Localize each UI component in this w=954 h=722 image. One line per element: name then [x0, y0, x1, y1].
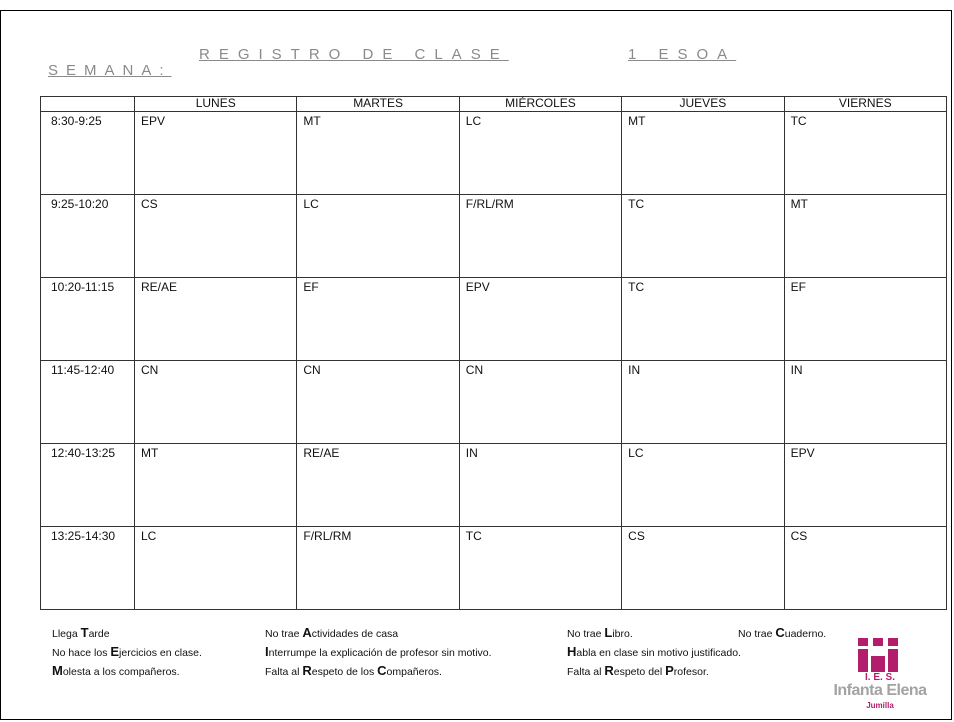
- subject-label: F/RL/RM: [303, 529, 352, 543]
- subject-label: MT: [790, 197, 808, 211]
- subject-label: TC: [628, 280, 645, 294]
- subject-cell[interactable]: [297, 361, 459, 444]
- legend-column-2: [265, 624, 492, 681]
- logo-line-2: Infanta Elena: [833, 682, 927, 699]
- subject-label: RE/AE: [303, 446, 340, 460]
- subject-label: LC: [303, 197, 319, 211]
- subject-cell[interactable]: [622, 112, 784, 195]
- subject-label: IN: [790, 363, 803, 377]
- subject-cell[interactable]: [459, 444, 621, 527]
- subject-label: EPV: [790, 446, 815, 460]
- subject-label: TC: [790, 114, 807, 128]
- time-slot-label: 13:25-14:30: [51, 529, 116, 543]
- legend-item: Interrumpe la explicación de profesor sin motivo.: [265, 644, 492, 659]
- document-title: REGISTRO DE CLASE: [199, 46, 509, 63]
- subject-cell[interactable]: [135, 195, 297, 278]
- legend-item: Falta al Respeto del Profesor.: [567, 663, 709, 678]
- legend-column-4: [738, 624, 826, 643]
- subject-cell[interactable]: [135, 112, 297, 195]
- school-logo: [826, 638, 934, 710]
- subject-label: EPV: [141, 114, 166, 128]
- subject-label: MT: [303, 114, 321, 128]
- time-slot-label: 8:30-9:25: [51, 114, 102, 128]
- schedule-row: [41, 527, 947, 610]
- subject-cell[interactable]: [459, 527, 621, 610]
- subject-label: CS: [790, 529, 808, 543]
- subject-cell[interactable]: [622, 195, 784, 278]
- subject-label: CN: [465, 363, 484, 377]
- subject-label: CN: [141, 363, 159, 377]
- subject-cell[interactable]: [622, 527, 784, 610]
- subject-label: EF: [303, 280, 319, 294]
- legend-item: Falta al Respeto de los Compañeros.: [265, 663, 442, 678]
- time-slot-cell: [41, 195, 135, 278]
- subject-cell[interactable]: [135, 278, 297, 361]
- legend-column-1: [52, 624, 202, 681]
- subject-label: RE/AE: [141, 280, 178, 294]
- subject-cell[interactable]: [135, 444, 297, 527]
- subject-cell[interactable]: [297, 444, 459, 527]
- subject-cell[interactable]: [297, 112, 459, 195]
- subject-cell[interactable]: [459, 195, 621, 278]
- subject-label: EPV: [465, 280, 490, 294]
- subject-cell[interactable]: [459, 112, 621, 195]
- time-slot-label: 10:20-11:15: [51, 280, 115, 294]
- subject-label: LC: [628, 446, 644, 460]
- subject-label: LC: [465, 114, 482, 128]
- day-header: MARTES: [297, 97, 459, 112]
- subject-label: MT: [628, 114, 646, 128]
- time-slot-cell: [41, 361, 135, 444]
- subject-label: EF: [790, 280, 806, 294]
- subject-cell[interactable]: [459, 278, 621, 361]
- subject-label: MT: [141, 446, 159, 460]
- legend-item: No trae Actividades de casa: [265, 625, 399, 640]
- subject-cell[interactable]: [297, 195, 459, 278]
- subject-cell[interactable]: [784, 278, 946, 361]
- subject-label: IN: [628, 363, 641, 377]
- time-slot-label: 12:40-13:25: [51, 446, 116, 460]
- subject-label: LC: [141, 529, 157, 543]
- class-group: 1 ESOA: [628, 46, 737, 63]
- legend-column-3: [567, 624, 741, 681]
- subject-cell[interactable]: [622, 361, 784, 444]
- legend-item: Habla en clase sin motivo justificado.: [567, 644, 741, 659]
- time-slot-label: 9:25-10:20: [51, 197, 109, 211]
- subject-cell[interactable]: [784, 112, 946, 195]
- header-row: [41, 97, 947, 112]
- day-header: JUEVES: [622, 97, 784, 112]
- subject-cell[interactable]: [784, 444, 946, 527]
- subject-cell[interactable]: [459, 361, 621, 444]
- subject-cell[interactable]: [135, 527, 297, 610]
- subject-label: F/RL/RM: [465, 197, 514, 211]
- subject-label: CS: [628, 529, 645, 543]
- castle-icon: [858, 638, 898, 674]
- legend-item: Molesta a los compañeros.: [52, 663, 180, 678]
- legend-item: No trae Libro.: [567, 625, 633, 640]
- corner-cell: [41, 97, 135, 112]
- logo-line-1: I. E. S.: [864, 672, 895, 683]
- logo-line-3: Jumilla: [866, 701, 894, 710]
- subject-cell[interactable]: [622, 444, 784, 527]
- subject-cell[interactable]: [622, 278, 784, 361]
- subject-label: IN: [465, 446, 478, 460]
- schedule-row: [41, 278, 947, 361]
- time-slot-label: 11:45-12:40: [51, 363, 115, 377]
- subject-label: TC: [465, 529, 482, 543]
- time-slot-cell: [41, 444, 135, 527]
- day-header: MIÉRCOLES: [459, 97, 621, 112]
- subject-label: CN: [303, 363, 321, 377]
- legend-item: No hace los Ejercicios en clase.: [52, 644, 202, 659]
- legend-item: Llega Tarde: [52, 625, 110, 640]
- schedule-row: [41, 444, 947, 527]
- subject-cell[interactable]: [135, 361, 297, 444]
- schedule-row: [41, 112, 947, 195]
- time-slot-cell: [41, 278, 135, 361]
- subject-cell[interactable]: [784, 361, 946, 444]
- subject-cell[interactable]: [784, 527, 946, 610]
- day-header: VIERNES: [784, 97, 946, 112]
- schedule-row: [41, 195, 947, 278]
- week-label: SEMANA:: [48, 62, 172, 79]
- subject-cell[interactable]: [297, 527, 459, 610]
- schedule-row: [41, 361, 947, 444]
- time-slot-cell: [41, 112, 135, 195]
- subject-label: TC: [628, 197, 645, 211]
- subject-cell[interactable]: [297, 278, 459, 361]
- subject-cell[interactable]: [784, 195, 946, 278]
- day-header: LUNES: [135, 97, 297, 112]
- time-slot-cell: [41, 527, 135, 610]
- legend-item: No trae Cuaderno.: [738, 625, 827, 640]
- schedule-table: [40, 96, 947, 610]
- subject-label: CS: [141, 197, 158, 211]
